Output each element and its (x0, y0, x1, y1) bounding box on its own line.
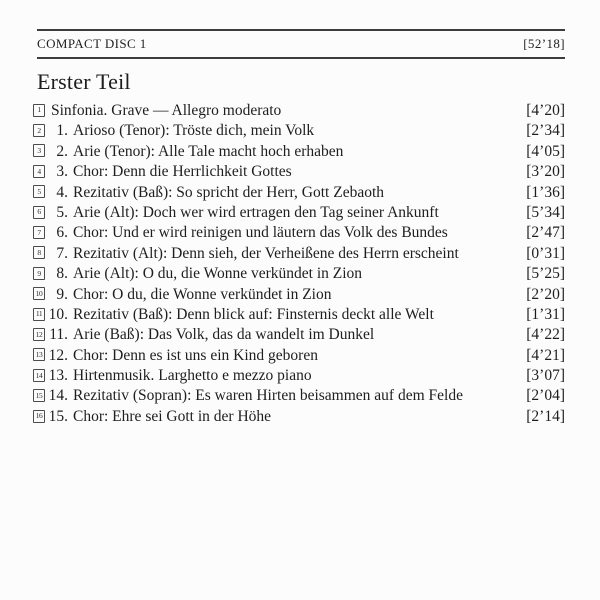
track-number: 14 (35, 370, 43, 380)
track-row (33, 121, 565, 141)
track-duration: [4’20] (526, 102, 565, 119)
movement-number: 15. (48, 407, 68, 425)
track-row (33, 346, 565, 366)
track-number: 1 (37, 105, 41, 115)
track-title: Arie (Alt): Doch wer wird ertragen den Tag seiner Ankunft (73, 203, 439, 221)
movement-number: 2. (56, 142, 68, 160)
track-number: 7 (37, 227, 41, 237)
track-duration: [2’34] (526, 122, 565, 140)
track-number: 9 (37, 268, 41, 278)
movement-number: 13. (48, 367, 68, 385)
track-duration: [2’04] (526, 387, 565, 405)
track-duration: [0’31] (526, 244, 565, 262)
movement-number: 10. (48, 305, 68, 323)
track-number: 5 (37, 187, 41, 196)
track-title: Rezitativ (Baß): Denn blick auf: Finsternis deckt alle Welt (73, 305, 434, 323)
track-duration: [4’22] (526, 326, 565, 344)
track-row (33, 305, 565, 325)
track-row (33, 244, 565, 264)
track-title: Chor: Ehre sei Gott in der Höhe (73, 407, 272, 425)
track-number-box-icon (33, 104, 45, 117)
track-number: 8 (37, 248, 41, 258)
movement-number: 6. (56, 224, 68, 242)
track-number-box-icon (33, 124, 45, 137)
track-title: Sinfonia. Grave — Allegro moderato (51, 102, 282, 119)
track-title: Rezitativ (Alt): Denn sieh, der Verheißene des Herrn erscheint (73, 244, 459, 262)
track-row (33, 325, 565, 345)
disc-label: COMPACT DISC 1 (37, 36, 147, 51)
track-title: Chor: Und er wird reinigen und läutern das Volk des Bundes (73, 224, 448, 242)
track-number-box-icon (33, 144, 45, 157)
track-number: 4 (37, 166, 41, 176)
section-title: Erster Teil (37, 69, 131, 94)
track-row (33, 285, 565, 305)
track-row (33, 162, 565, 182)
movement-number: 4. (56, 183, 68, 201)
track-duration: [3’20] (526, 163, 565, 181)
track-duration: [5’34] (526, 203, 565, 221)
track-number: 12 (35, 329, 43, 339)
track-title: Chor: Denn die Herrlichkeit Gottes (73, 163, 292, 181)
movement-number: 7. (56, 244, 68, 262)
track-duration: [2’20] (526, 285, 565, 303)
track-number: 11 (35, 309, 43, 319)
track-number-box-icon (33, 206, 45, 219)
track-number-box-icon (33, 165, 45, 178)
movement-number: 14. (48, 387, 68, 405)
track-row (33, 203, 565, 223)
track-title: Chor: Denn es ist uns ein Kind geboren (73, 346, 318, 364)
movement-number: 11. (49, 326, 68, 344)
track-row (33, 407, 565, 427)
track-list (33, 101, 565, 427)
track-duration: [3’07] (526, 367, 565, 385)
track-duration: [1’36] (526, 183, 565, 201)
track-number-box-icon (33, 389, 45, 402)
track-number-box-icon (33, 267, 45, 280)
track-number-box-icon (33, 185, 45, 198)
movement-number: 3. (56, 163, 68, 181)
track-duration: [5’25] (526, 265, 565, 283)
track-number-box-icon (33, 246, 45, 259)
track-title: Arie (Alt): O du, die Wonne verkündet in Zion (73, 265, 363, 283)
track-row (33, 142, 565, 162)
movement-number: 1. (56, 122, 68, 140)
track-duration: [2’14] (526, 407, 565, 425)
track-row (33, 223, 565, 243)
movement-number: 5. (56, 203, 68, 221)
track-number: 16 (35, 411, 43, 421)
track-row (33, 366, 565, 386)
disc-header (37, 29, 565, 59)
track-row (33, 264, 565, 284)
track-number-box-icon (33, 308, 45, 321)
movement-number: 12. (48, 346, 68, 364)
track-title: Hirtenmusik. Larghetto e mezzo piano (73, 367, 312, 385)
track-title: Arioso (Tenor): Tröste dich, mein Volk (73, 122, 315, 140)
track-duration: [4’05] (526, 142, 565, 160)
track-title: Arie (Tenor): Alle Tale macht hoch erhaben (73, 142, 344, 160)
track-title: Rezitativ (Sopran): Es waren Hirten beisammen auf dem Felde (73, 387, 463, 405)
track-number-box-icon (33, 287, 45, 300)
track-number: 10 (35, 288, 43, 298)
track-title: Arie (Baß): Das Volk, das da wandelt im Dunkel (73, 326, 375, 344)
disc-total-time: [52’18] (523, 36, 565, 51)
track-number-box-icon (33, 348, 45, 361)
movement-number: 9. (56, 285, 68, 303)
track-number-box-icon (33, 226, 45, 239)
track-title: Rezitativ (Baß): So spricht der Herr, Gott Zebaoth (73, 183, 385, 201)
track-number: 13 (35, 350, 43, 360)
track-row (33, 386, 565, 406)
track-duration: [1’31] (526, 305, 565, 323)
track-title: Chor: O du, die Wonne verkündet in Zion (73, 285, 332, 303)
track-number: 3 (37, 146, 41, 156)
movement-number: 8. (56, 265, 68, 283)
track-row (33, 101, 565, 121)
track-number-box-icon (33, 328, 45, 341)
track-number: 6 (37, 207, 41, 217)
track-number: 2 (37, 125, 41, 135)
track-number-box-icon (33, 410, 45, 423)
track-number: 15 (35, 390, 43, 400)
track-duration: [4’21] (526, 346, 565, 364)
track-duration: [2’47] (526, 224, 565, 242)
track-number-box-icon (33, 369, 45, 382)
track-row (33, 183, 565, 203)
